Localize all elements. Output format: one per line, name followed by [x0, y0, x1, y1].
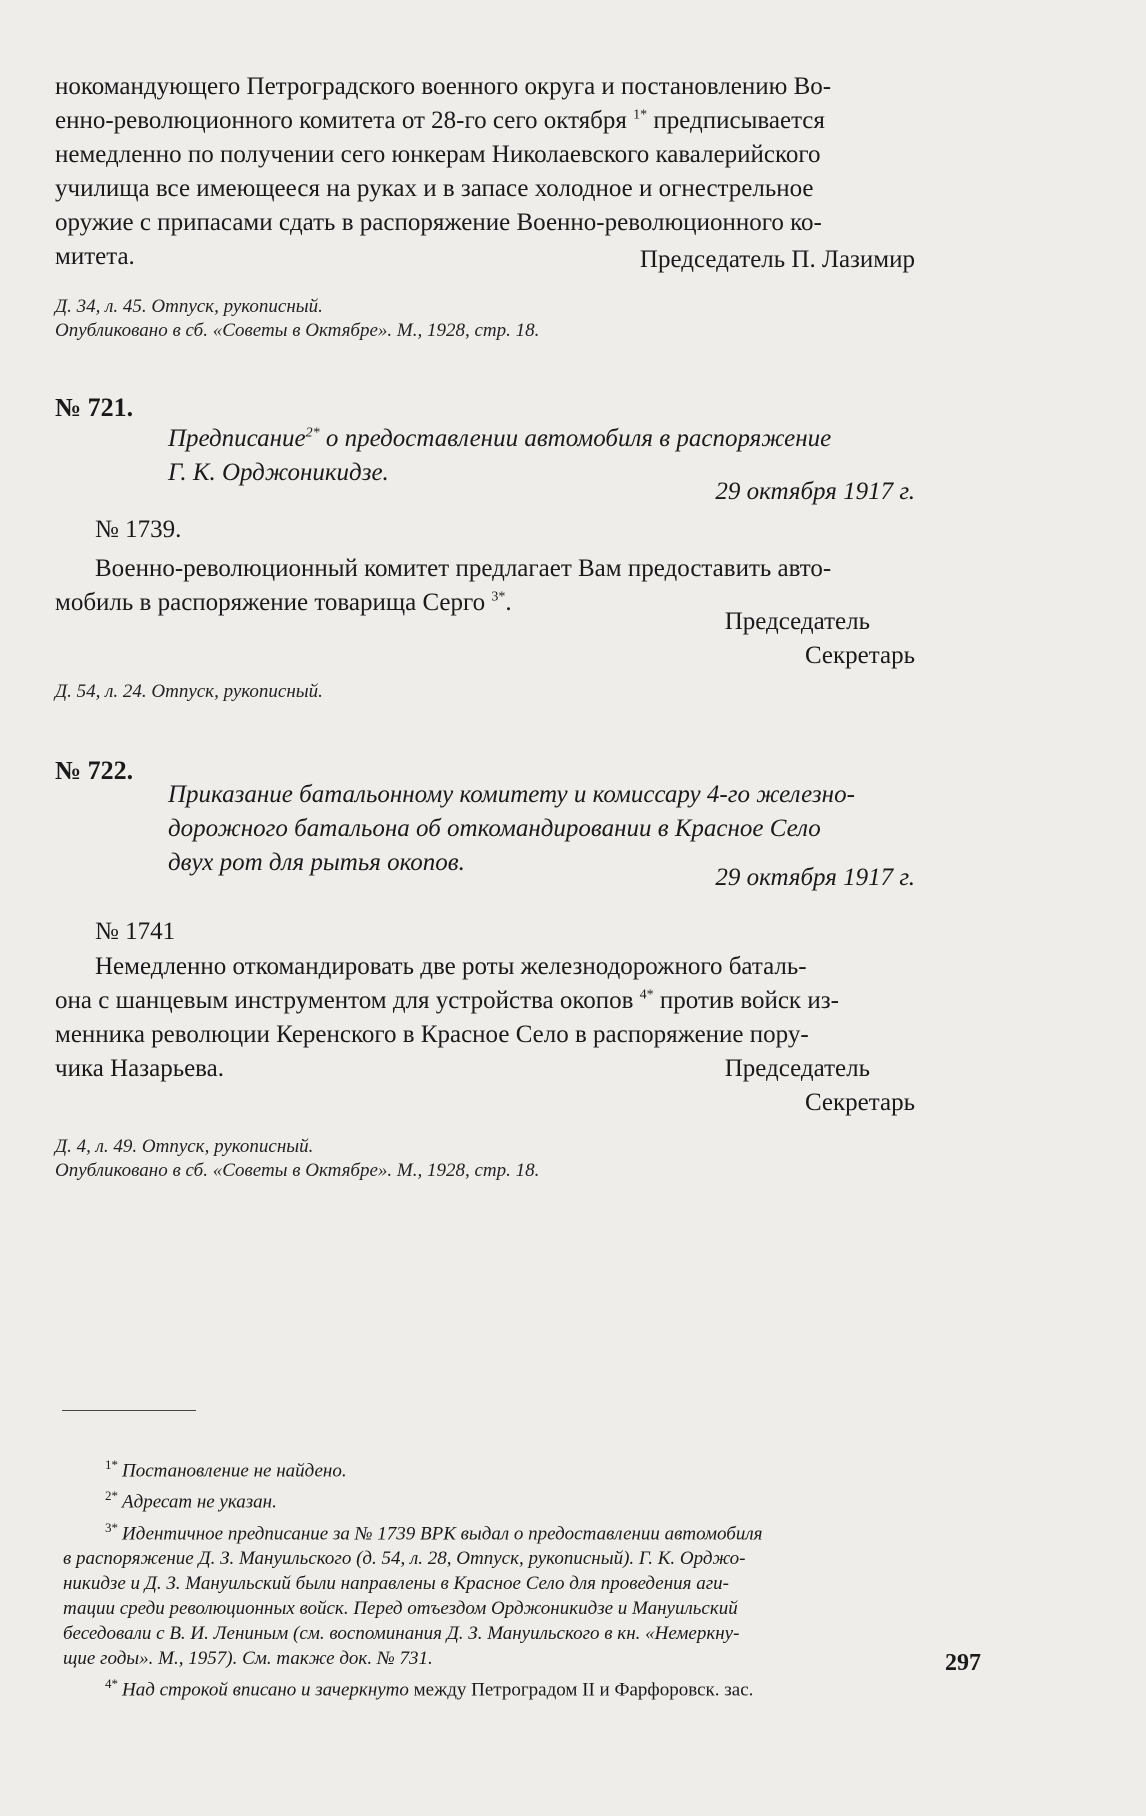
text-line: чика Назарьева. [55, 1055, 225, 1082]
footnote-line: никидзе и Д. З. Мануильский были направлены в Красное Село для проведения аги- [63, 1572, 729, 1594]
text-line: она с шанцевым инструментом для устройства окопов $^{4*}$ против войск из- [55, 987, 839, 1014]
document-number: № 721. [55, 393, 134, 422]
page-number: 297 [945, 1650, 981, 1676]
outgoing-number: № 1739. [95, 516, 182, 543]
footnote: $^{1*}$ Постановление не найдено. [105, 1457, 347, 1482]
text-line: Военно-революционный комитет предлагает Вам предоставить авто- [95, 555, 832, 582]
document-date: 29 октября 1917 г. [715, 864, 915, 891]
footnote-mark: 2* [305, 425, 320, 441]
footnote-line: щие годы». М., 1957). См. также док. № 731. [63, 1647, 433, 1669]
outgoing-number: № 1741 [95, 918, 176, 945]
footnote-mark: 3* [491, 589, 506, 605]
document-date: 29 октября 1917 г. [715, 478, 915, 505]
footnote-mark: 1* [633, 107, 648, 123]
text-line: мобиль в распоряжение товарища Серго $^{3*}$. [55, 589, 512, 616]
text-line: енно-революционного комитета от 28-го сего октября $^{1*}$ предписывается [55, 107, 825, 134]
signature-block: Председатель Секретарь [724, 608, 915, 669]
footnote-line: тации среди революционных войск. Перед отъездом Орджоникидзе и Мануильский [63, 1597, 738, 1619]
footnote-mark: 4* [639, 987, 654, 1003]
footnote-line: беседовали с В. И. Лениным (см. воспоминания Д. З. Мануильского в кн. «Немеркну- [63, 1622, 740, 1644]
document-heading: Предписание$^{2*}$ о предоставлении автомобиля в распоряжение Г. К. Орджоникидзе. [168, 425, 832, 486]
footnote-divider [62, 1410, 196, 1411]
footnote: $^{2*}$ Адресат не указан. [105, 1488, 277, 1513]
archival-source: Д. 54, л. 24. Отпуск, рукописный. [55, 681, 323, 702]
document-heading: Приказание батальонному комитету и комиссару 4-го железно- дорожного батальона об откомандировании в Красное Село двух рот для рытья окопов. [168, 781, 855, 876]
footnote: $^{4*}$ Над строкой вписано и зачеркнуто между Петроградом II и Фарфоровск. зас. [105, 1675, 754, 1701]
text-line: митета. [55, 243, 135, 270]
footnote: $^{3*}$ Идентичное предписание за № 1739 ВРК выдал о предоставлении автомобиля [105, 1519, 763, 1544]
text-line: училища все имеющееся на руках и в запасе холодное и огнестрельное [55, 175, 814, 202]
signature: Председатель П. Лазимир [639, 246, 915, 273]
document-number: № 722. [55, 756, 134, 785]
archival-source: Д. 34, л. 45. Отпуск, рукописный. Опубликовано в сб. «Советы в Октябре». М., 1928, стр. 18. [55, 296, 540, 341]
text-line: Немедленно откомандировать две роты железнодорожного баталь- [95, 953, 807, 980]
footnotes [63, 1452, 1005, 1702]
footnote-line: в распоряжение Д. З. Мануильского (д. 54, л. 28, Отпуск, рукописный). Г. К. Орджо- [63, 1547, 746, 1569]
text-line: оружие с припасами сдать в распоряжение Военно-революционного ко- [55, 209, 822, 236]
text-line: нокомандующего Петроградского военного округа и постановлению Во- [55, 73, 832, 100]
text-line: немедленно по получении сего юнкерам Николаевского кавалерийского [55, 141, 821, 168]
archival-source: Д. 4, л. 49. Отпуск, рукописный. Опубликовано в сб. «Советы в Октябре». М., 1928, стр. 18. [55, 1136, 540, 1181]
signature-block: Председатель Секретарь [724, 1055, 915, 1116]
text-line: менника революции Керенского в Красное Село в распоряжение пору- [55, 1021, 809, 1048]
